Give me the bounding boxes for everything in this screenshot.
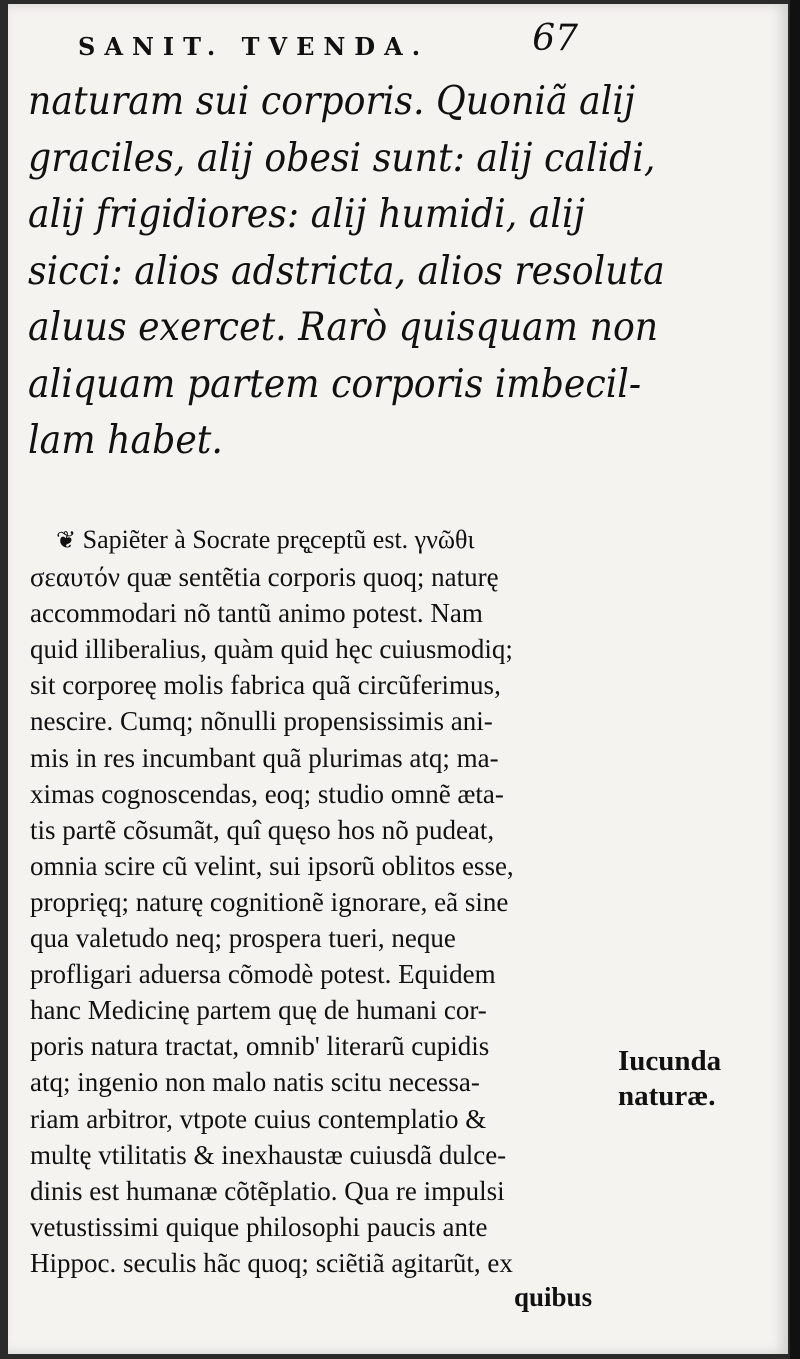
text-line: tis partẽ cõsumãt, quî quęso hos nõ pudeat,: [30, 814, 495, 845]
text-line: mis in res incumbant quã plurimas atq; ma-: [30, 742, 499, 773]
text-line: Hippoc. seculis hãc quoq; sciẽtiã agitarũt, ex: [30, 1247, 513, 1278]
first-line-text: Sapiẽter à Socrate prę̨ceptũ est. γνῶθι: [82, 525, 475, 554]
text-line: omnia scire cũ velint, sui ipsorũ oblitos esse,: [30, 850, 514, 881]
margin-note: [618, 1044, 721, 1114]
text-line: sicci: alios adstricta, alios resoluta: [28, 248, 665, 294]
text-line: riam arbitror, vtpote cuius contemplatio &: [30, 1103, 487, 1134]
text-line: σεαυτόν quæ sentẽtia corporis quoq; naturę: [30, 562, 499, 593]
text-line: graciles, alij obesi sunt: alij calidi,: [28, 135, 656, 181]
text-line: profligari aduersa cõmodè potest. Equidem: [30, 959, 496, 990]
text-line: quid illiberalius, quàm quid hęc cuiusmodiq;: [30, 634, 513, 665]
text-line: poris natura tractat, omnib' literarũ cupidis: [30, 1031, 490, 1062]
text-line: nescire. Cumq; nõnulli propensissimis ani-: [30, 706, 493, 737]
text-line: naturam sui corporis. Quoniã alij: [28, 79, 636, 124]
running-head: SANIT. TVENDA.: [78, 32, 430, 61]
page-header: [78, 18, 578, 64]
text-line: aliquam partem corporis imbecil-: [28, 361, 642, 407]
text-line: sit corporeę molis fabrica quã circũferimus,: [30, 670, 501, 701]
text-line: [30, 522, 630, 559]
text-line: lam habet.: [28, 418, 223, 463]
text-line: aluus exercet. Rarò quisquam non: [28, 305, 659, 350]
text-line: vetustissimi quique philosophi paucis ante: [30, 1211, 488, 1242]
text-line: dinis est humanæ cõtẽplatio. Qua re impulsi: [30, 1175, 505, 1206]
text-line: multę vtilitatis & inexhaustæ cuiusdã dulce-: [30, 1139, 507, 1170]
text-line: alij frigidiores: alij humidi, alij: [28, 192, 585, 237]
page-edge: [790, 0, 800, 1359]
book-page: [8, 4, 788, 1354]
text-line: atq; ingenio non malo natis scitu necessa-: [30, 1067, 480, 1098]
italic-paragraph: [28, 74, 665, 470]
fleuron-icon: ❦: [56, 528, 77, 554]
page-number: 67: [532, 18, 578, 59]
text-line: accommodari nõ tantũ animo potest. Nam: [30, 598, 483, 629]
text-line: qua valetudo neq; prospera tueri, neque: [30, 923, 456, 954]
text-line: hanc Medicinę partem quę de humani cor-: [30, 995, 487, 1026]
catchword: quibus: [514, 1282, 593, 1312]
margin-note-line: Iucunda: [618, 1045, 722, 1077]
text-line: ximas cognoscendas, eoq; studio omnẽ æta-: [30, 778, 504, 809]
text-line: proprięq; naturę cognitionẽ ignorare, eã sine: [30, 886, 509, 917]
commentary-paragraph: [30, 522, 630, 1281]
margin-note-line: naturæ.: [618, 1080, 716, 1112]
